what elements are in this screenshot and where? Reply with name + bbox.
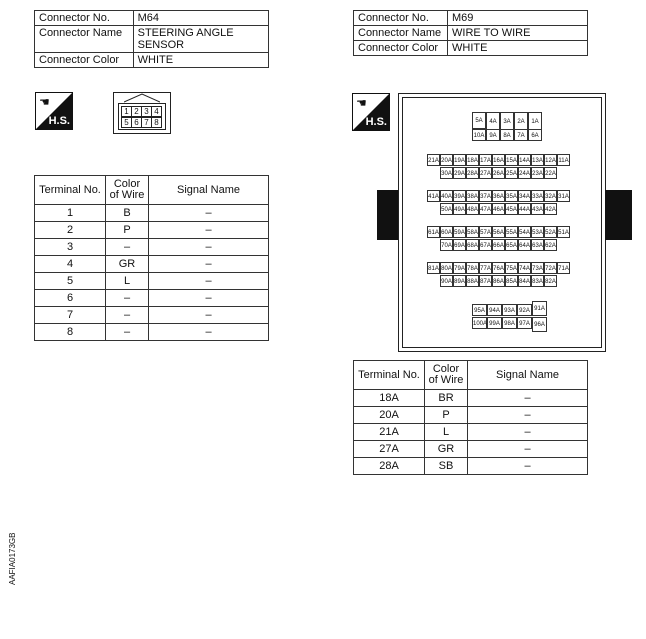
pin-8: 8: [151, 117, 162, 128]
signal-header: Signal Name: [149, 176, 269, 205]
pin-66A: 66A: [492, 239, 505, 251]
pin-4: 4: [151, 106, 162, 117]
pin-93A: 93A: [502, 304, 517, 316]
pin-7: 7: [141, 117, 152, 128]
pin-25A: 25A: [505, 167, 518, 179]
pin-32A: 32A: [544, 190, 557, 202]
signal-cell: –: [468, 458, 588, 475]
pin-12A: 12A: [544, 154, 557, 166]
signal-cell: –: [149, 205, 269, 222]
info-label: Connector No.: [35, 11, 134, 26]
pin-34A: 34A: [518, 190, 531, 202]
pin-41A: 41A: [427, 190, 440, 202]
pin-35A: 35A: [505, 190, 518, 202]
pin-20A: 20A: [440, 154, 453, 166]
signal-cell: –: [468, 424, 588, 441]
pin-69A: 69A: [453, 239, 466, 251]
signal-cell: –: [149, 273, 269, 290]
pin-6: 6: [131, 117, 142, 128]
pin-81A: 81A: [427, 262, 440, 274]
pin-94A: 94A: [487, 304, 502, 316]
color-cell: –: [106, 290, 149, 307]
terminal-header: Terminal No.: [35, 176, 106, 205]
info-value: WHITE: [133, 53, 268, 68]
pin-100A: 100A: [472, 317, 487, 329]
pin-38A: 38A: [466, 190, 479, 202]
pin-92A: 92A: [517, 304, 532, 316]
table-row: [35, 290, 269, 307]
terminal-cell: 20A: [354, 407, 425, 424]
pin-68A: 68A: [466, 239, 479, 251]
pin-95A: 95A: [472, 304, 487, 316]
terminal-cell: 6: [35, 290, 106, 307]
info-value: M64: [133, 11, 268, 26]
table-row: [35, 307, 269, 324]
signal-cell: –: [468, 441, 588, 458]
pin-23A: 23A: [531, 167, 544, 179]
pin-37A: 37A: [479, 190, 492, 202]
pin-3A: 3A: [500, 112, 514, 130]
pin-84A: 84A: [518, 275, 531, 287]
pin-79A: 79A: [453, 262, 466, 274]
pin-42A: 42A: [544, 203, 557, 215]
left-lock-tab: [377, 190, 398, 240]
pin-17A: 17A: [479, 154, 492, 166]
info-value: WIRE TO WIRE: [448, 26, 588, 41]
pin-45A: 45A: [505, 203, 518, 215]
left-connector-info-table: [34, 10, 269, 68]
pin-39A: 39A: [453, 190, 466, 202]
info-row: [35, 26, 269, 53]
table-row: [35, 239, 269, 256]
terminal-cell: 4: [35, 256, 106, 273]
pin-24A: 24A: [518, 167, 531, 179]
pin-60A: 60A: [440, 226, 453, 238]
connector-latch: [124, 93, 160, 103]
info-label: Connector Name: [35, 26, 134, 53]
color-cell: SB: [425, 458, 468, 475]
pin-5: 5: [121, 117, 132, 128]
header-row: [35, 176, 269, 205]
pin-97A: 97A: [517, 317, 532, 329]
pin-73A: 73A: [531, 262, 544, 274]
pin-52A: 52A: [544, 226, 557, 238]
pin-36A: 36A: [492, 190, 505, 202]
pin-3: 3: [141, 106, 152, 117]
terminal-cell: 27A: [354, 441, 425, 458]
pin-7A: 7A: [514, 129, 528, 141]
pin-2A: 2A: [514, 112, 528, 130]
pin-13A: 13A: [531, 154, 544, 166]
pin-98A: 98A: [502, 317, 517, 329]
signal-cell: –: [468, 407, 588, 424]
pin-30A: 30A: [440, 167, 453, 179]
pin-19A: 19A: [453, 154, 466, 166]
signal-cell: –: [149, 239, 269, 256]
pin-1A: 1A: [528, 112, 542, 130]
color-cell: –: [106, 307, 149, 324]
pin-64A: 64A: [518, 239, 531, 251]
pin-76A: 76A: [492, 262, 505, 274]
pin-71A: 71A: [557, 262, 570, 274]
pin-90A: 90A: [440, 275, 453, 287]
pin-2: 2: [131, 106, 142, 117]
pin-8A: 8A: [500, 129, 514, 141]
signal-cell: –: [149, 256, 269, 273]
hand-icon: ☚: [39, 95, 50, 109]
table-row: [35, 256, 269, 273]
pin-70A: 70A: [440, 239, 453, 251]
pin-15A: 15A: [505, 154, 518, 166]
pin-56A: 56A: [492, 226, 505, 238]
pin-99A: 99A: [487, 317, 502, 329]
pin-88A: 88A: [466, 275, 479, 287]
info-row: [354, 41, 588, 56]
terminal-header: Terminal No.: [354, 361, 425, 390]
pin-53A: 53A: [531, 226, 544, 238]
hs-label: H.S.: [48, 115, 70, 127]
m64-connector-face: [113, 92, 171, 134]
pin-44A: 44A: [518, 203, 531, 215]
info-label: Connector Color: [35, 53, 134, 68]
table-row: [354, 407, 588, 424]
info-row: [35, 53, 269, 68]
color-cell: P: [106, 222, 149, 239]
pin-21A: 21A: [427, 154, 440, 166]
pin-54A: 54A: [518, 226, 531, 238]
table-row: [35, 222, 269, 239]
pin-46A: 46A: [492, 203, 505, 215]
pin-29A: 29A: [453, 167, 466, 179]
terminal-cell: 7: [35, 307, 106, 324]
pin-55A: 55A: [505, 226, 518, 238]
table-row: [354, 458, 588, 475]
harness-side-icon: [35, 92, 73, 130]
pin-22A: 22A: [544, 167, 557, 179]
pin-78A: 78A: [466, 262, 479, 274]
color-cell: L: [425, 424, 468, 441]
color-cell: L: [106, 273, 149, 290]
right-connector-info-table: [353, 10, 588, 56]
pin-83A: 83A: [531, 275, 544, 287]
harness-side-icon: [352, 93, 390, 131]
right-lock-tab: [605, 190, 632, 240]
pin-51A: 51A: [557, 226, 570, 238]
signal-cell: –: [468, 390, 588, 407]
pin-85A: 85A: [505, 275, 518, 287]
terminal-cell: 21A: [354, 424, 425, 441]
pin-14A: 14A: [518, 154, 531, 166]
terminal-cell: 5: [35, 273, 106, 290]
right-terminal-table: [353, 360, 588, 475]
pin-62A: 62A: [544, 239, 557, 251]
color-cell: B: [106, 205, 149, 222]
terminal-cell: 8: [35, 324, 106, 341]
pin-58A: 58A: [466, 226, 479, 238]
pin-61A: 61A: [427, 226, 440, 238]
terminal-cell: 18A: [354, 390, 425, 407]
color-cell: GR: [425, 441, 468, 458]
color-cell: P: [425, 407, 468, 424]
table-row: [354, 441, 588, 458]
pin-11A: 11A: [557, 154, 570, 166]
color-cell: –: [106, 239, 149, 256]
pin-65A: 65A: [505, 239, 518, 251]
pin-87A: 87A: [479, 275, 492, 287]
terminal-cell: 2: [35, 222, 106, 239]
color-cell: –: [106, 324, 149, 341]
pin-9A: 9A: [486, 129, 500, 141]
pin-31A: 31A: [557, 190, 570, 202]
terminal-cell: 3: [35, 239, 106, 256]
pin-40A: 40A: [440, 190, 453, 202]
pin-43A: 43A: [531, 203, 544, 215]
pin-1: 1: [121, 106, 132, 117]
pin-26A: 26A: [492, 167, 505, 179]
pin-10A: 10A: [472, 129, 486, 141]
info-row: [354, 11, 588, 26]
pin-33A: 33A: [531, 190, 544, 202]
hand-icon: ☚: [356, 96, 367, 110]
pin-16A: 16A: [492, 154, 505, 166]
table-row: [35, 324, 269, 341]
info-label: Connector Color: [354, 41, 448, 56]
table-row: [35, 205, 269, 222]
pin-28A: 28A: [466, 167, 479, 179]
pin-49A: 49A: [453, 203, 466, 215]
pin-57A: 57A: [479, 226, 492, 238]
pin-91A: 91A: [532, 301, 547, 316]
pin-4A: 4A: [486, 112, 500, 130]
pin-74A: 74A: [518, 262, 531, 274]
pin-6A: 6A: [528, 129, 542, 141]
table-row: [354, 390, 588, 407]
figure-code: AAFIA0173GB: [8, 532, 17, 585]
pin-48A: 48A: [466, 203, 479, 215]
signal-header: Signal Name: [468, 361, 588, 390]
left-terminal-table: [34, 175, 269, 341]
table-row: [354, 424, 588, 441]
pin-5A: 5A: [472, 112, 486, 129]
pin-72A: 72A: [544, 262, 557, 274]
terminal-cell: 28A: [354, 458, 425, 475]
signal-cell: –: [149, 324, 269, 341]
pin-86A: 86A: [492, 275, 505, 287]
info-label: Connector No.: [354, 11, 448, 26]
color-cell: BR: [425, 390, 468, 407]
pin-block: [118, 103, 166, 130]
info-value: STEERING ANGLE SENSOR: [133, 26, 268, 53]
signal-cell: –: [149, 290, 269, 307]
pin-50A: 50A: [440, 203, 453, 215]
info-row: [35, 11, 269, 26]
color-header: Color of Wire: [106, 176, 149, 205]
hs-label: H.S.: [365, 116, 387, 128]
table-row: [35, 273, 269, 290]
pin-18A: 18A: [466, 154, 479, 166]
color-header: Color of Wire: [425, 361, 468, 390]
pin-89A: 89A: [453, 275, 466, 287]
pin-77A: 77A: [479, 262, 492, 274]
pin-59A: 59A: [453, 226, 466, 238]
info-label: Connector Name: [354, 26, 448, 41]
info-value: WHITE: [448, 41, 588, 56]
header-row: [354, 361, 588, 390]
pin-47A: 47A: [479, 203, 492, 215]
signal-cell: –: [149, 307, 269, 324]
color-cell: GR: [106, 256, 149, 273]
info-value: M69: [448, 11, 588, 26]
terminal-cell: 1: [35, 205, 106, 222]
pin-27A: 27A: [479, 167, 492, 179]
pin-75A: 75A: [505, 262, 518, 274]
pin-63A: 63A: [531, 239, 544, 251]
pin-82A: 82A: [544, 275, 557, 287]
signal-cell: –: [149, 222, 269, 239]
info-row: [354, 26, 588, 41]
pin-96A: 96A: [532, 317, 547, 332]
pin-80A: 80A: [440, 262, 453, 274]
pin-67A: 67A: [479, 239, 492, 251]
